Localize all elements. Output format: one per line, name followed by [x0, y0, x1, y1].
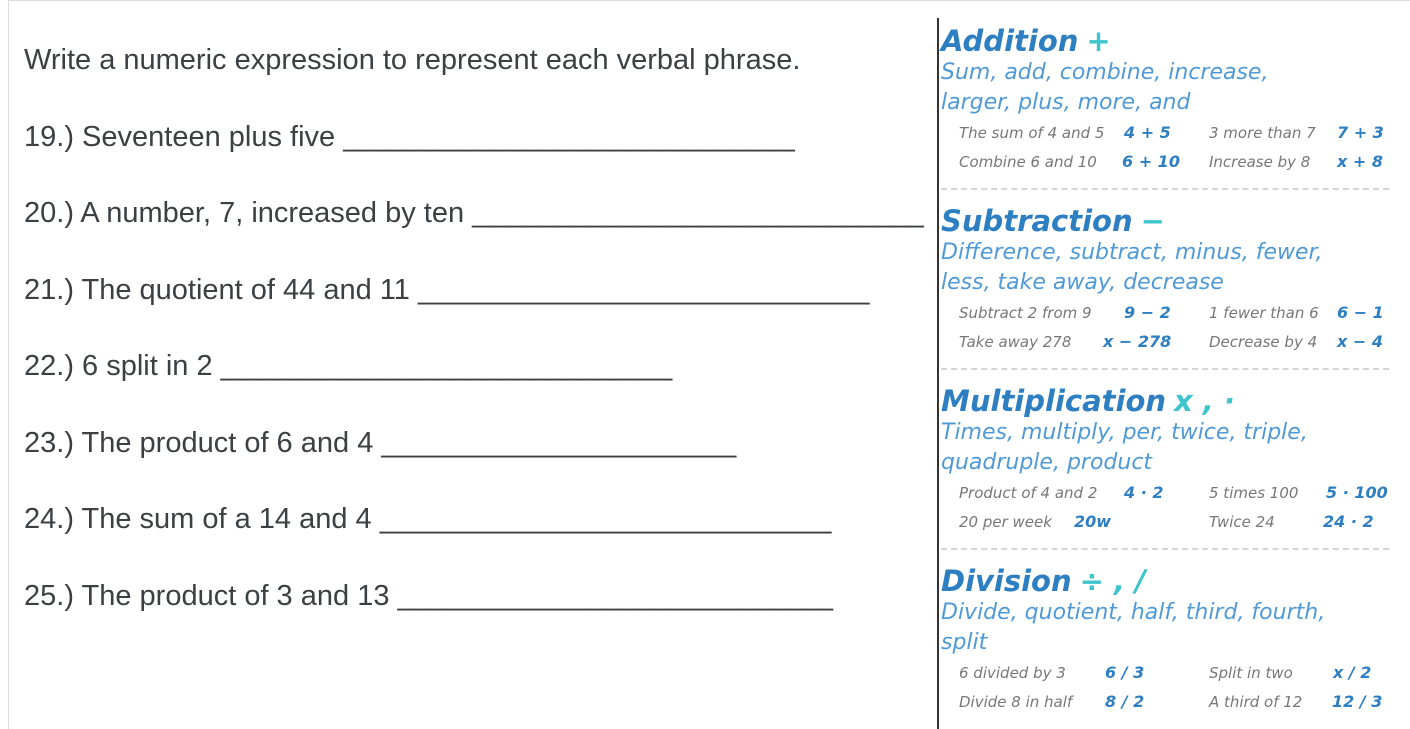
keyword-list: Divide, quotient, half, third, fourth, split — [941, 600, 1326, 655]
example-expression: 8 / 2 — [1105, 692, 1145, 711]
section-name: Subtraction — [941, 204, 1133, 238]
example-row — [941, 478, 1410, 507]
example-expression: x + 8 — [1337, 152, 1383, 171]
question-22: 22.) 6 split in 2 ____________________________ — [24, 350, 673, 382]
keyword-list: Times, multiply, per, twice, triple, quadruple, product — [941, 420, 1308, 475]
question-20: 20.) A number, 7, increased by ten ____________________________ — [24, 197, 924, 229]
section-separator — [941, 188, 1389, 190]
example-expression: 12 / 3 — [1332, 692, 1383, 711]
section-title — [941, 564, 1410, 598]
section-title — [941, 24, 1410, 58]
question-21: 21.) The quotient of 44 and 11 ____________________________ — [24, 274, 870, 306]
subtraction-section — [941, 204, 1410, 356]
example-expression: 6 + 10 — [1122, 152, 1180, 171]
example-phrase: 3 more than 7 — [1209, 124, 1316, 142]
example-expression: x − 278 — [1103, 332, 1172, 351]
example-phrase: Increase by 8 — [1209, 153, 1311, 171]
instructions-text: Write a numeric expression to represent each verbal phrase. — [24, 44, 801, 76]
example-phrase: Combine 6 and 10 — [959, 153, 1097, 171]
example-phrase: 20 per week — [959, 513, 1052, 531]
example-row — [941, 507, 1410, 536]
example-phrase: Take away 278 — [959, 333, 1072, 351]
multiply-icon: x , · — [1174, 384, 1235, 418]
example-expression: 4 + 5 — [1124, 123, 1171, 142]
panel-divider — [937, 18, 939, 729]
example-phrase: Twice 24 — [1209, 513, 1275, 531]
question-24: 24.) The sum of a 14 and 4 ____________________________ — [24, 503, 832, 535]
multiplication-section — [941, 384, 1410, 536]
question-19: 19.) Seventeen plus five ____________________________ — [24, 121, 795, 153]
example-expression: 20w — [1074, 512, 1112, 531]
section-title — [941, 204, 1410, 238]
division-section — [941, 564, 1410, 716]
example-expression: x − 4 — [1337, 332, 1383, 351]
section-name: Division — [941, 564, 1072, 598]
addition-section — [941, 24, 1410, 176]
example-expression: 24 · 2 — [1323, 512, 1374, 531]
divide-icon: ÷ , / — [1079, 564, 1146, 598]
keyword-list: Difference, subtract, minus, fewer, less, take away, decrease — [941, 240, 1323, 295]
reference-panel — [941, 20, 1410, 729]
example-row — [941, 118, 1410, 147]
section-separator — [941, 548, 1389, 550]
section-name: Addition — [941, 24, 1079, 58]
section-title — [941, 384, 1410, 418]
example-row — [941, 658, 1410, 687]
keyword-list: Sum, add, combine, increase, larger, plus, more, and — [941, 60, 1269, 115]
example-phrase: Decrease by 4 — [1209, 333, 1318, 351]
example-expression: 6 / 3 — [1105, 663, 1145, 682]
example-phrase: 5 times 100 — [1209, 484, 1299, 502]
section-separator — [941, 368, 1389, 370]
example-expression: 4 · 2 — [1124, 483, 1164, 502]
example-expression: 5 · 100 — [1326, 483, 1388, 502]
question-23: 23.) The product of 6 and 4 ______________________ — [24, 427, 737, 459]
example-phrase: Divide 8 in half — [959, 693, 1073, 711]
example-row — [941, 327, 1410, 356]
example-expression: x / 2 — [1333, 663, 1372, 682]
example-phrase: A third of 12 — [1209, 693, 1303, 711]
example-row — [941, 147, 1410, 176]
example-expression: 9 − 2 — [1124, 303, 1171, 322]
example-phrase: 6 divided by 3 — [959, 664, 1066, 682]
example-row — [941, 687, 1410, 716]
example-phrase: Product of 4 and 2 — [959, 484, 1098, 502]
example-phrase: 1 fewer than 6 — [1209, 304, 1319, 322]
example-row — [941, 298, 1410, 327]
example-expression: 6 − 1 — [1337, 303, 1384, 322]
example-phrase: Split in two — [1209, 664, 1293, 682]
example-phrase: The sum of 4 and 5 — [959, 124, 1105, 142]
example-phrase: Subtract 2 from 9 — [959, 304, 1092, 322]
question-25: 25.) The product of 3 and 13 ___________________________ — [24, 580, 833, 612]
plus-icon: + — [1086, 24, 1111, 58]
minus-icon: − — [1140, 204, 1165, 238]
example-expression: 7 + 3 — [1337, 123, 1384, 142]
section-name: Multiplication — [941, 384, 1167, 418]
